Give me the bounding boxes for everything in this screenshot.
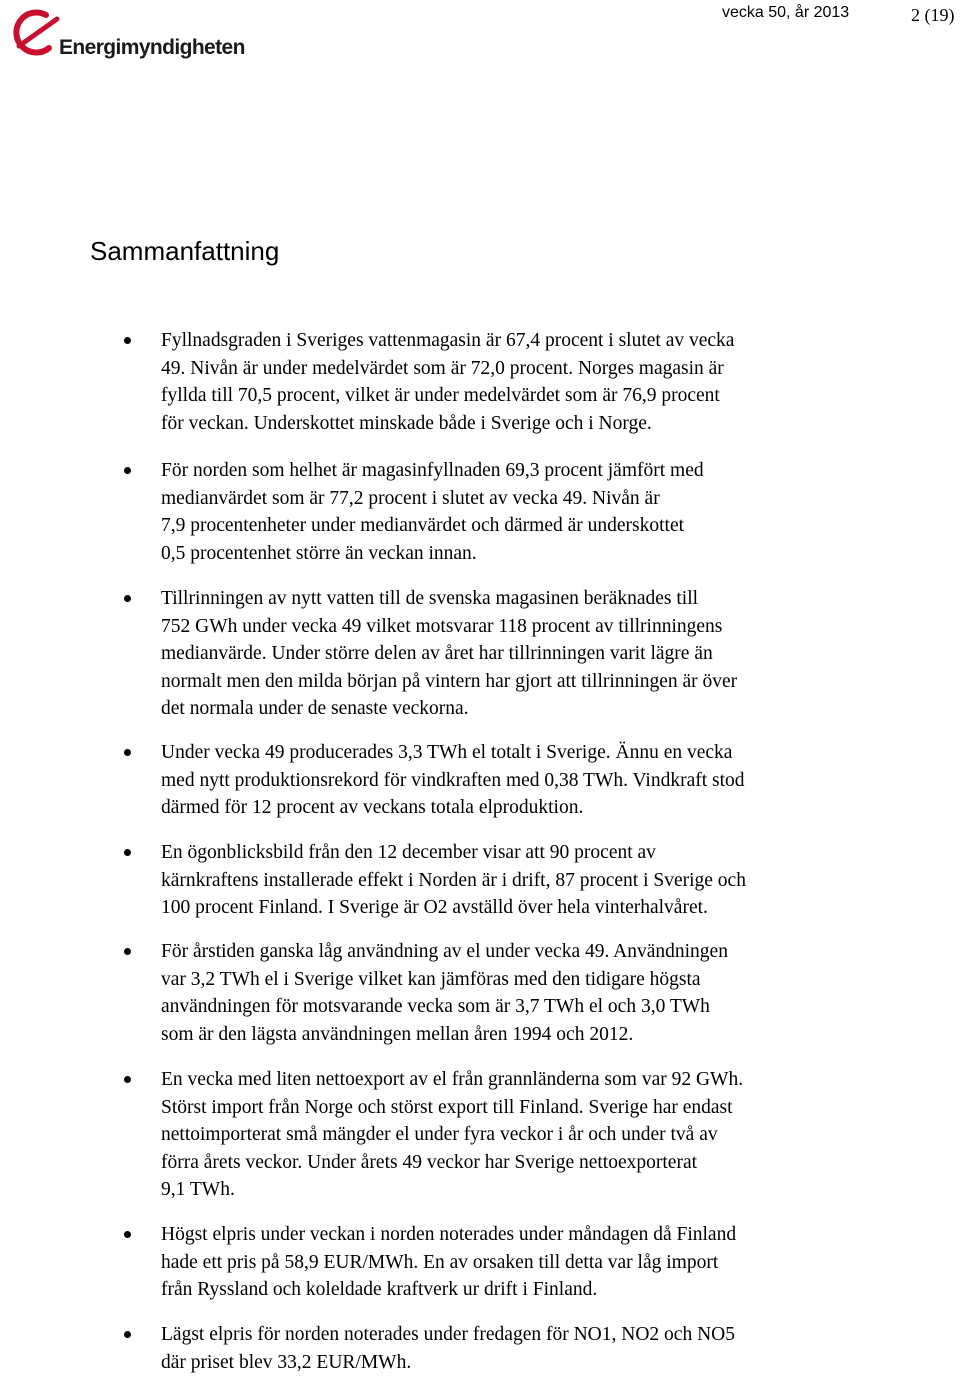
bullet-dot-icon <box>124 337 131 344</box>
bullet-text-line: det normala under de senaste veckorna. <box>161 698 469 719</box>
page-title: Sammanfattning <box>90 236 280 266</box>
bullet-dot-icon <box>124 1231 131 1238</box>
bullet-text-line: som är den lägsta användningen mellan åren 1994 och 2012. <box>161 1023 634 1045</box>
bullet-text-line: 100 procent Finland. I Sverige är O2 avställd över hela vinterhalvåret. <box>161 897 708 918</box>
bullet-dot-icon <box>124 1076 131 1083</box>
bullet-text-line: Tillrinningen av nytt vatten till de svenska magasinen beräknades till <box>161 588 699 609</box>
bullet-dot-icon <box>124 595 131 602</box>
page-number: 2 (19) <box>911 5 955 25</box>
bullet-text-line: Högst elpris under veckan i norden noterades under måndagen då Finland <box>161 1224 737 1245</box>
bullet-text-line: med nytt produktionsrekord för vindkraften med 0,38 TWh. Vindkraft stod <box>161 769 745 791</box>
week-label: vecka 50, år 2013 <box>722 4 850 21</box>
bullet-dot-icon <box>124 948 131 955</box>
bullet-text-line: från Ryssland och koleldade kraftverk ur drift i Finland. <box>161 1279 598 1300</box>
bullet-dot-icon <box>124 1331 131 1338</box>
bullet-text-line: Under vecka 49 producerades 3,3 TWh el totalt i Sverige. Ännu en vecka <box>161 742 733 763</box>
bullet-dot-icon <box>124 749 131 756</box>
bullet-text-line: kärnkraftens installerade effekt i Norden är i drift, 87 procent i Sverige och <box>161 869 746 891</box>
bullet-text-line: hade ett pris på 58,9 EUR/MWh. En av orsaken till detta var låg import <box>161 1251 719 1273</box>
bullet-text-line: Störst import från Norge och störst export till Finland. Sverige har endast <box>161 1096 733 1118</box>
bullet-text-line: 9,1 TWh. <box>161 1179 235 1200</box>
bullet-text-line: där priset blev 33,2 EUR/MWh. <box>161 1351 412 1373</box>
bullet-text-line: 49. Nivån är under medelvärdet som är 72,0 procent. Norges magasin är <box>161 357 724 379</box>
bullet-dot-icon <box>124 849 131 856</box>
bullet-text-line: 0,5 procentenhet större än veckan innan. <box>161 542 477 564</box>
bullet-text-line: 752 GWh under vecka 49 vilket motsvarar 118 procent av tillrinningens <box>161 615 723 637</box>
bullet-dot-icon <box>124 467 131 474</box>
bullet-text-line: Fyllnadsgraden i Sveriges vattenmagasin är 67,4 procent i slutet av vecka <box>161 330 735 351</box>
bullet-text-line: medianvärde. Under större delen av året har tillrinningen varit lägre än <box>161 643 713 664</box>
bullet-text-line: Lägst elpris för norden noterades under fredagen för NO1, NO2 och NO5 <box>161 1324 735 1345</box>
bullet-text-line: därmed för 12 procent av veckans totala elproduktion. <box>161 797 584 818</box>
bullet-text-line: förra årets veckor. Under årets 49 veckor har Sverige nettoexporterat <box>161 1151 698 1173</box>
bullet-text-line: var 3,2 TWh el i Sverige vilket kan jämföras med den tidigare högsta <box>161 968 701 990</box>
bullet-text-line: En ögonblicksbild från den 12 december visar att 90 procent av <box>161 842 656 863</box>
bullet-text-line: normalt men den milda början på vintern har gjort att tillrinningen är över <box>161 670 738 692</box>
logo-wordmark: Energimyndigheten <box>59 36 245 59</box>
bullet-text-line: 7,9 procentenheter under medianvärdet och därmed är underskottet <box>161 515 685 536</box>
bullet-text-line: användningen för motsvarande vecka som är 3,7 TWh el och 3,0 TWh <box>161 996 710 1017</box>
bullet-text-line: nettoimporterat små mängder el under fyra veckor i år och under två av <box>161 1124 718 1145</box>
bullet-text-line: fyllda till 70,5 procent, vilket är under medelvärdet som är 76,9 procent <box>161 385 720 406</box>
bullet-text-line: För norden som helhet är magasinfyllnaden 69,3 procent jämfört med <box>161 460 704 481</box>
bullet-text-line: för veckan. Underskottet minskade både i Sverige och i Norge. <box>161 412 652 434</box>
bullet-text-line: En vecka med liten nettoexport av el från grannländerna som var 92 GWh. <box>161 1069 744 1090</box>
bullet-text-line: medianvärdet som är 77,2 procent i slutet av vecka 49. Nivån är <box>161 487 660 509</box>
bullet-text-line: För årstiden ganska låg användning av el under vecka 49. Användningen <box>161 941 728 962</box>
